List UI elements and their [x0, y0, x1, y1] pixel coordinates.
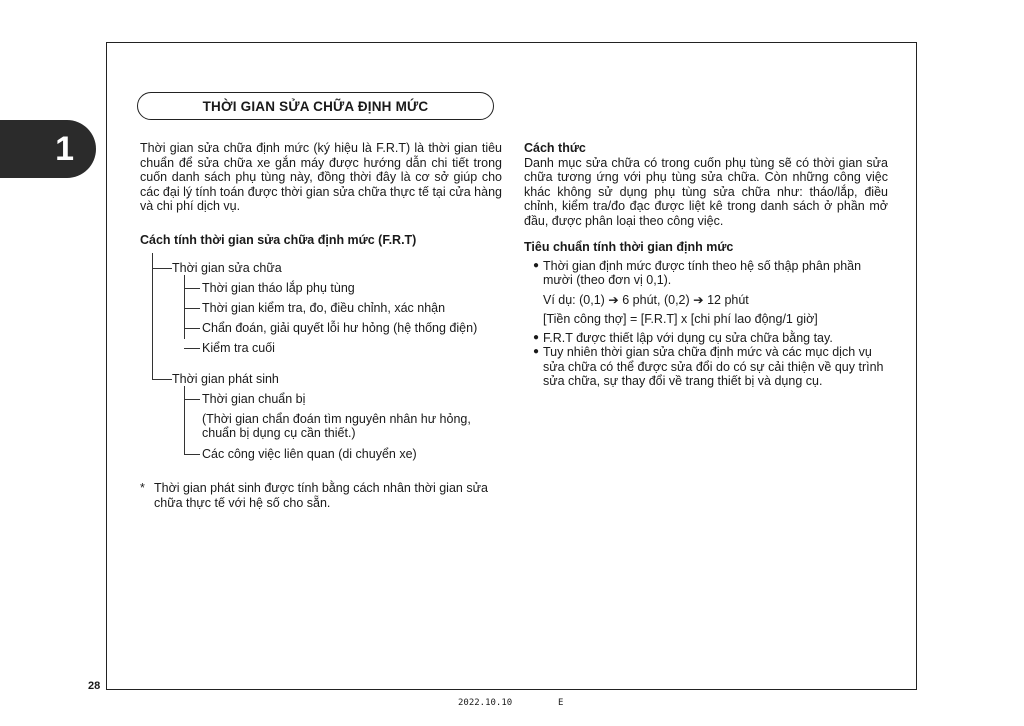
footer-date: 2022.10.10 — [458, 698, 513, 708]
tree-node-item: Thời gian tháo lắp phụ tùng — [202, 281, 355, 295]
list-item — [524, 345, 888, 389]
tree-trunk — [152, 253, 153, 379]
tree-node-prep-note: chuẩn bị dụng cụ cần thiết.) — [202, 426, 356, 440]
bullet-text: Thời gian định mức được tính theo hệ số thập phân phần mười (theo đơn vị 0,1). — [543, 258, 862, 287]
tree-node-item: Thời gian kiểm tra, đo, điều chỉnh, xác nhận — [202, 301, 446, 315]
section-title-text: THỜI GIAN SỬA CHỮA ĐỊNH MỨC — [202, 98, 429, 114]
tree-node-item: Chẩn đoán, giải quyết lỗi hư hỏng (hệ thống điện) — [202, 321, 478, 335]
bullet-dot: ● — [533, 259, 540, 271]
tree-branch — [184, 288, 200, 289]
bullet-text: Tuy nhiên thời gian sửa chữa định mức và các mục dịch vụ sửa chữa có thể được sửa đổi do có sự cải thiện về quy trình sửa chữa, sự thay đổi về trang thiết bị và dụng cụ. — [543, 345, 884, 388]
standard-heading: Tiêu chuẩn tính thời gian định mức — [524, 240, 734, 254]
standard-list — [524, 259, 888, 288]
tree-branch — [184, 454, 200, 455]
footnote — [140, 481, 502, 510]
tree-sub-trunk — [184, 386, 185, 454]
right-column — [524, 141, 888, 389]
method-paragraph: Danh mục sửa chữa có trong cuốn phụ tùng sẽ có thời gian sửa chữa tương ứng với phụ tùng sửa chữa. Còn những công việc khác không sử dụng phụ tùng sửa chữa như: tháo/lắp, điều chỉnh, kiểm tra/đo đạc được liệt kê trong danh sách ở phần mở đầu, được phân loại theo công việc. — [524, 155, 888, 228]
bullet-text: F.R.T được thiết lập với dụng cụ sửa chữa bằng tay. — [543, 330, 833, 345]
frt-tree — [140, 253, 502, 477]
tree-branch — [184, 308, 200, 309]
section-title — [137, 92, 494, 120]
tree-node-related-work: Các công việc liên quan (di chuyển xe) — [202, 447, 417, 461]
tree-branch — [152, 379, 172, 380]
intro-paragraph: Thời gian sửa chữa định mức (ký hiệu là F.R.T) là thời gian tiêu chuẩn để sửa chữa xe gắn máy được hướng dẫn chi tiết trong cuốn danh sách phụ tùng này, đồng thời đây là cơ sở giúp cho các đại lý tính toán được thời gian sửa chữa thực tế tại cửa hàng và chi phí dịch vụ. — [140, 141, 502, 213]
chapter-number: 1 — [55, 129, 74, 168]
chapter-tab — [0, 120, 96, 178]
tree-branch — [184, 348, 200, 349]
left-column — [140, 141, 502, 510]
footer-code: E — [558, 698, 564, 708]
tree-sub-trunk — [184, 275, 185, 339]
tree-branch — [184, 399, 200, 400]
tree-branch — [184, 328, 200, 329]
list-item — [524, 259, 888, 288]
standard-list-2 — [524, 331, 888, 389]
page-number: 28 — [88, 680, 101, 692]
calc-heading: Cách tính thời gian sửa chữa định mức (F.R.T) — [140, 232, 417, 247]
tree-node-item: Kiểm tra cuối — [202, 341, 275, 355]
formula-line: [Tiền công thợ] = [F.R.T] x [chi phí lao động/1 giờ] — [543, 312, 818, 326]
list-item — [524, 331, 888, 346]
example-line: Ví dụ: (0,1) ➔ 6 phút, (0,2) ➔ 12 phút — [543, 292, 749, 307]
method-heading: Cách thức — [524, 141, 586, 155]
tree-node-prep-note: (Thời gian chẩn đoán tìm nguyên nhân hư hỏng, — [202, 412, 471, 426]
footnote-text: Thời gian phát sinh được tính bằng cách nhân thời gian sửa chữa thực tế với hệ số cho sẵn. — [154, 481, 488, 510]
bullet-dot: ● — [533, 346, 540, 357]
tree-branch — [152, 268, 172, 269]
tree-node-prep-time: Thời gian chuẩn bị — [202, 392, 306, 406]
tree-node-extra-time: Thời gian phát sinh — [172, 372, 279, 386]
bullet-dot: ● — [533, 331, 540, 343]
tree-node-repair-time: Thời gian sửa chữa — [172, 261, 282, 275]
footnote-star: * — [140, 481, 145, 495]
